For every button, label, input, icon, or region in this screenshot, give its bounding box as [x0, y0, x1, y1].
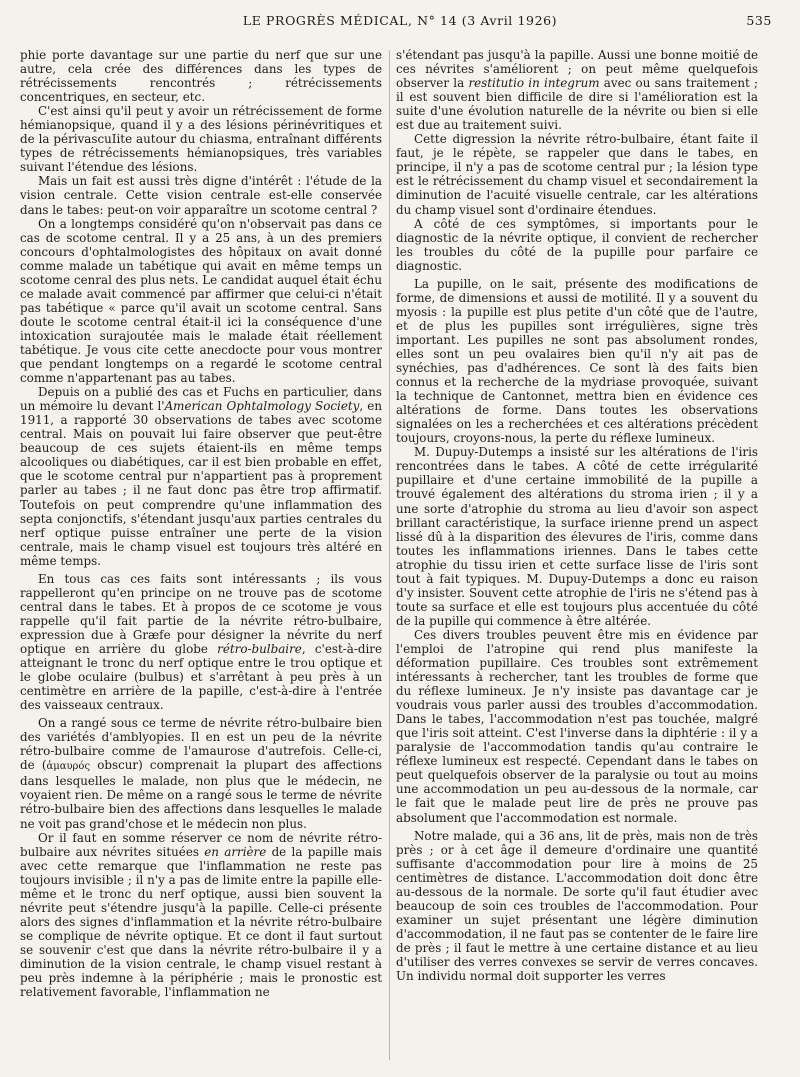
paragraph	[20, 217, 382, 386]
running-title: LE PROGRÈS MÉDICAL, N° 14 (3 Avril 1926)	[242, 13, 558, 28]
paragraph-text: Ces divers troubles peuvent être mis en évidence par l'emploi de l'atropine qui rend plus manifeste la déformation pupillaire. Ces troubles sont extrêmement intéressants à rechercher, tant les troubles de forme que du réflexe lumineux. Je n'y insiste pas davantage car je voudrais vous parler aussi des troubles d'accommodation. Dans le tabes, l'accommodation n'est pas touchée, malgré que l'iris soit atteint. C'est l'inverse dans la diphtérie : il y a paralysie de l'accommodation tandis qu'au contraire le réflexe lumineux est respecté. Cependant dans le tabes on peut quelquefois observer de la paralysie ou tout au moins une accommodation un peu au-dessous de la normale, car le fait que le malade peut lire de près ne prouve pas absolument que l'accommodation est normale.	[396, 627, 758, 825]
column-separator	[389, 50, 390, 1060]
greek-word: ἀμαυρός	[46, 761, 91, 773]
paragraph	[20, 831, 382, 1000]
paragraph	[20, 572, 382, 712]
paragraph	[396, 829, 758, 984]
paragraph-text: Or il faut en somme réserver ce nom de névrite rétro-bulbaire aux névrites situées	[20, 830, 382, 859]
paragraph	[20, 104, 382, 174]
paragraph-text: On a longtemps considéré qu'on n'observait pas dans ce cas de scotome central. Il y a 25 ans, à un des premiers concours d'ophtalmologistes des hôpitaux on avait donné comme malade un tabétique qui avait en même temps un scotome cenral des plus nets. Le candidat auquel était échu ce malade avait commencé par affirmer que celui-ci n'était pas tabétique « parce qu'il avait un scotome central. Sans doute le scotome central était-il ici la conséquence d'une intoxication surajoutée mais le malade était réellement tabétique. Je vous cite cette anecdocte pour vous montrer que pendant longtemps on a regardé le scotome central comme n'appartenant pas au tabes.	[20, 216, 382, 386]
page-number: 535	[746, 13, 772, 28]
paragraph-text: obscur) comprenait la plupart des affections dans lesquelles le malade, non plus que le médecin, ne voyaient rien. De même on a rangé sous le terme de névrite rétro-bulbaire bien des affections dans lesquelles le malade ne voit pas grand'chose et le médecin non plus.	[20, 758, 382, 831]
paragraph	[20, 716, 382, 830]
paragraph-text: Notre malade, qui a 36 ans, lit de près, mais non de très près ; or à cet âge il demeure d'ordinaire une quantité suffisante d'accommodation pour lire à moins de 25 centimètres de distance. L'accommodation doit donc être au-dessous de la normale. De sorte qu'il faut étudier avec beaucoup de soin ces troubles de l'accommodation. Pour examiner un sujet présentant une légère diminution d'accommodation, il ne faut pas se contenter de le faire lire de près ; il faut le mettre à une certaine distance et au lieu d'utiliser des verres convexes se servir de verres concaves. Un individu normal doit supporter les verres	[396, 828, 758, 984]
italic-term: en arrière	[204, 844, 267, 859]
society-name: American Ophtalmology Society	[164, 399, 360, 414]
paragraph-text: C'est ainsi qu'il peut y avoir un rétrécissement de forme hémianopsique, quand il y a des lésions périnévritiques et de la périvascuIite autour du chiasma, entraînant différents types de rétrécissements hémianopsiques, très variables suivant l'étendue des lésions.	[20, 104, 382, 175]
paragraph-text: En tous cas ces faits sont intéressants ; ils vous rappelleront qu'en principe on ne trouve pas de scotome central dans le tabes. Et à propos de ce scotome je vous rappelle qu'il fait partie de la névrite rétro-bulbaire, expression due à Græfe pour désigner la névrite du nerf optique en arrière du globe	[20, 571, 382, 656]
italic-term: restitutio in integrum	[468, 76, 600, 91]
paragraph-text: , c'est-à-dire atteignant le tronc du nerf optique entre le trou optique et le globe oculaire (bulbus) et s'arrêtant à peu près à un centimètre en arrière de la papille, c'est-à-dire à l'entrée des vaisseaux centraux.	[20, 641, 382, 713]
paragraph	[396, 48, 758, 132]
italic-term: rétro-bulbaire	[217, 641, 302, 656]
paragraph	[20, 48, 382, 104]
paragraph-text: , en 1911, a rapporté 30 observations de tabes avec scotome central. Mais on pouvait lui faire observer que peut-être beaucoup de ces sujets étaient-ils en même temps alcooliques ou diabétiques, car il est bien probable en effet, que le scotome central pur n'appartient pas à proprement parler au tabes ; il ne faut donc pas être trop affirmatif. Toutefois on peut comprendre qu'une inflammation des septa conjonctifs, s'étendant jusqu'aux parties centrales du nerf optique puisse entraîner une perte de la vision centrale, mais le champ visuel est toujours très altéré en même temps.	[20, 399, 382, 568]
right-column	[396, 48, 758, 1066]
paragraph	[396, 445, 758, 628]
paragraph-text: On a rangé sous ce terme de névrite rétro-bulbaire bien des variétés d'amblyopies. Il en est un peu de la névrite rétro-bulbaire comme de l'amaurose d'autrefois. Celle-ci, de (	[20, 716, 382, 773]
paragraph-text: Cette digression la névrite rétro-bulbaire, étant faite il faut, je le répète, se rappeler que dans le tabes, en principe, il n'y a pas de scotome central pur ; la lésion type est le rétrécissement du champ visuel et secondairement la diminution de l'acuité visuelle centrale, car les altérations du champ visuel sont d'ordinaire étendues.	[396, 132, 758, 217]
left-column	[20, 48, 382, 1066]
paragraph-text: Depuis on a publié des cas et Fuchs en particulier, dans un mémoire lu devant l'	[20, 385, 382, 414]
paragraph	[20, 385, 382, 568]
paragraph-text: avec ou sans traitement ; il est souvent bien difficile de dire si l'amélioration est la suite d'une évolution naturelle de la névrite ou bien si elle est due au traitement suivi.	[396, 76, 758, 133]
paragraph-text: M. Dupuy-Dutemps a insisté sur les altérations de l'iris rencontrées dans le tabes. A côté de cette irrégularité pupillaire et d'une certaine immobilité de la pupille a trouvé également des altérations du stroma irien ; il y a une sorte d'atrophie du stroma au lieu d'avoir son aspect brillant caractéristique, la surface irienne prend un aspect lissé dû à la disparition des élevures de l'iris, comme dans toutes les inflammations iriennes. Dans le tabes cette atrophie du tissu irien et cette surface lisse de l'iris sont tout à fait typiques. M. Dupuy-Dutemps a donc eu raison d'y insister. Souvent cette atrophie de l'iris ne s'étend pas à toute sa surface et elle est toujours plus accentuée du côté de la pupille qui commence à être altérée.	[396, 445, 758, 628]
paragraph-text: phie porte davantage sur une partie du nerf que sur une autre, cela crée des différences dans les types de rétrécissements rencontrés ; rétrécissements concentriques, en secteur, etc.	[20, 48, 382, 105]
paragraph-text: de la papille mais avec cette remarque que l'inflammation ne reste pas toujours invisible ; il n'y a pas de limite entre la papille elle-même et le tronc du nerf optique, aussi bien souvent la névrite peut s'étendre jusqu'à la papille. Celle-ci présente alors des signes d'inflammation et la névrite rétro-bulbaire se complique de névrite optique. Et ce dont il faut surtout se souvenir c'est que dans la névrite rétro-bulbaire il y a diminution de la vision centrale, le champ visuel restant à peu près indemne à la périphérie ; mais le pronostic est relativement favorable, l'inflammation ne	[20, 844, 382, 1000]
paragraph	[396, 277, 758, 446]
paragraph	[396, 132, 758, 216]
paragraph-text: Mais un fait est aussi très digne d'intérêt : l'étude de la vision centrale. Cette vision centrale est-elle conservée dans le tabes: peut-on voir apparaître un scotome central ?	[20, 174, 382, 217]
paragraph-text: A côté de ces symptômes, si importants pour le diagnostic de la névrite optique, il convient de rechercher les troubles du côté de la pupille pour parfaire ce diagnostic.	[396, 216, 758, 273]
paragraph	[396, 628, 758, 825]
paragraph-text: La pupille, on le sait, présente des modifications de forme, de dimensions et aussi de motilité. Il y a souvent du myosis : la pupille est plus petite d'un côté que de l'autre, et de plus les pupilles sont irrégulières, signe très important. Les pupilles ne sont pas absolument rondes, elles sont un peu ovalaires bien qu'il n'y ait pas de synéchies, pas d'adhérences. Ce sont là des faits bien connus et la recherche de la mydriase provoquée, suivant la technique de Cantonnet, mettra bien en évidence ces altérations de forme. Dans toutes les observations signalées on les a recherchées et ces altérations précèdent toujours, croyons-nous, la perte du réflexe lumineux.	[396, 276, 758, 446]
paragraph	[20, 174, 382, 216]
paragraph	[396, 217, 758, 273]
paragraph-text: s'étendant pas jusqu'à la papille. Aussi une bonne moitié de ces névrites s'améliorent ; on peut même quelquefois observer la	[396, 48, 758, 91]
running-header	[22, 9, 778, 33]
